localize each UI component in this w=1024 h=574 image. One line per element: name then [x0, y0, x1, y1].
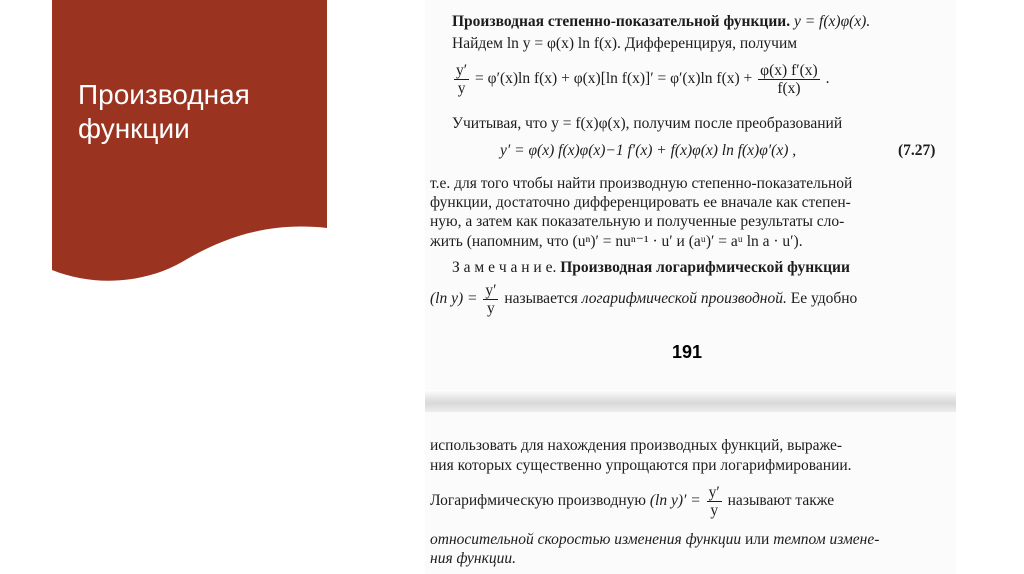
frac-den: y — [487, 300, 495, 317]
para-line-2: функции, достаточно дифференцировать ее вначале как степен- — [430, 194, 851, 211]
para-line-1: т.е. для того чтобы найти производную степенно-показательной — [430, 175, 853, 192]
remark-fraction — [483, 282, 498, 317]
frac-num: φ(x) f′(x) — [760, 62, 818, 79]
frac-den: y — [710, 502, 719, 519]
scan1-line2: Найдем ln y = φ(x) ln f(x). Дифференцируя, получим — [452, 35, 798, 52]
frac-num: y′ — [485, 282, 497, 299]
remark-line — [452, 258, 850, 277]
derivative-formula: = φ′(x)ln f(x) + φ(x)[ln f(x)]′ = φ′(x)ln f(x) + — [475, 70, 757, 88]
scan1-line3 — [452, 62, 829, 97]
slide-title: Производная функции — [78, 79, 250, 144]
page-gap — [425, 390, 956, 412]
line4-c: темпом измене- — [773, 531, 880, 548]
remark-rest1: называется — [504, 290, 578, 308]
fraction-phi — [758, 62, 820, 97]
line3-fraction — [707, 484, 722, 519]
scan1-line1 — [452, 12, 870, 31]
remark-rest2: логарифмической производной. — [581, 290, 787, 308]
equation-number: (7.27) — [898, 142, 936, 159]
heading-formula: y = f(x)φ(x). — [793, 13, 871, 30]
scan2-line3 — [430, 484, 834, 519]
para-line-4: жить (напомним, что (uⁿ)′ = nuⁿ⁻¹ · u′ и (aᵘ)′ = aᵘ ln a · u′). — [430, 233, 803, 250]
formula-727: y′ = φ(x) f(x)φ(x)−1 f′(x) + f(x)φ(x) ln f(x)φ′(x) , — [500, 142, 797, 159]
scan2-line4 — [430, 530, 879, 549]
scan2-line2: ния которых существенно упрощаются при логарифмировании. — [430, 457, 852, 474]
scan1-line4: Учитывая, что y = f(x)φ(x), получим после преобразований — [452, 115, 843, 132]
line4-a: относительной скоростью изменения функции — [430, 531, 742, 548]
frac-den: y — [457, 80, 466, 97]
formula-end: . — [825, 70, 830, 88]
para-line-3: ную, а затем как показательную и полученные результаты сло- — [430, 213, 845, 230]
frac-den: f(x) — [777, 80, 801, 97]
page-number: 191 — [672, 342, 703, 362]
remark-lhs: (ln y) = — [430, 290, 478, 308]
fraction-y — [454, 62, 469, 97]
frac-num: y′ — [456, 62, 468, 79]
scan2-line5: ния функции. — [430, 550, 516, 567]
line3-a: Логарифмическую производную — [430, 492, 647, 510]
remark-text: Производная логарифмической функции — [560, 259, 850, 276]
line3-b: называют также — [727, 492, 835, 510]
line3-lhs: (ln y)′ = — [649, 492, 701, 510]
remark-label: З а м е ч а н и е. — [452, 259, 557, 276]
remark-rest3: Ее удобно — [790, 290, 858, 308]
line4-b: или — [745, 531, 770, 548]
heading-text: Производная степенно-показательной функции. — [452, 13, 791, 30]
frac-num: y′ — [708, 484, 720, 501]
remark-formula-line — [430, 282, 857, 317]
scan2-line1: использовать для нахождения производных функций, выраже- — [430, 437, 843, 454]
scan1-line5 — [500, 141, 796, 160]
